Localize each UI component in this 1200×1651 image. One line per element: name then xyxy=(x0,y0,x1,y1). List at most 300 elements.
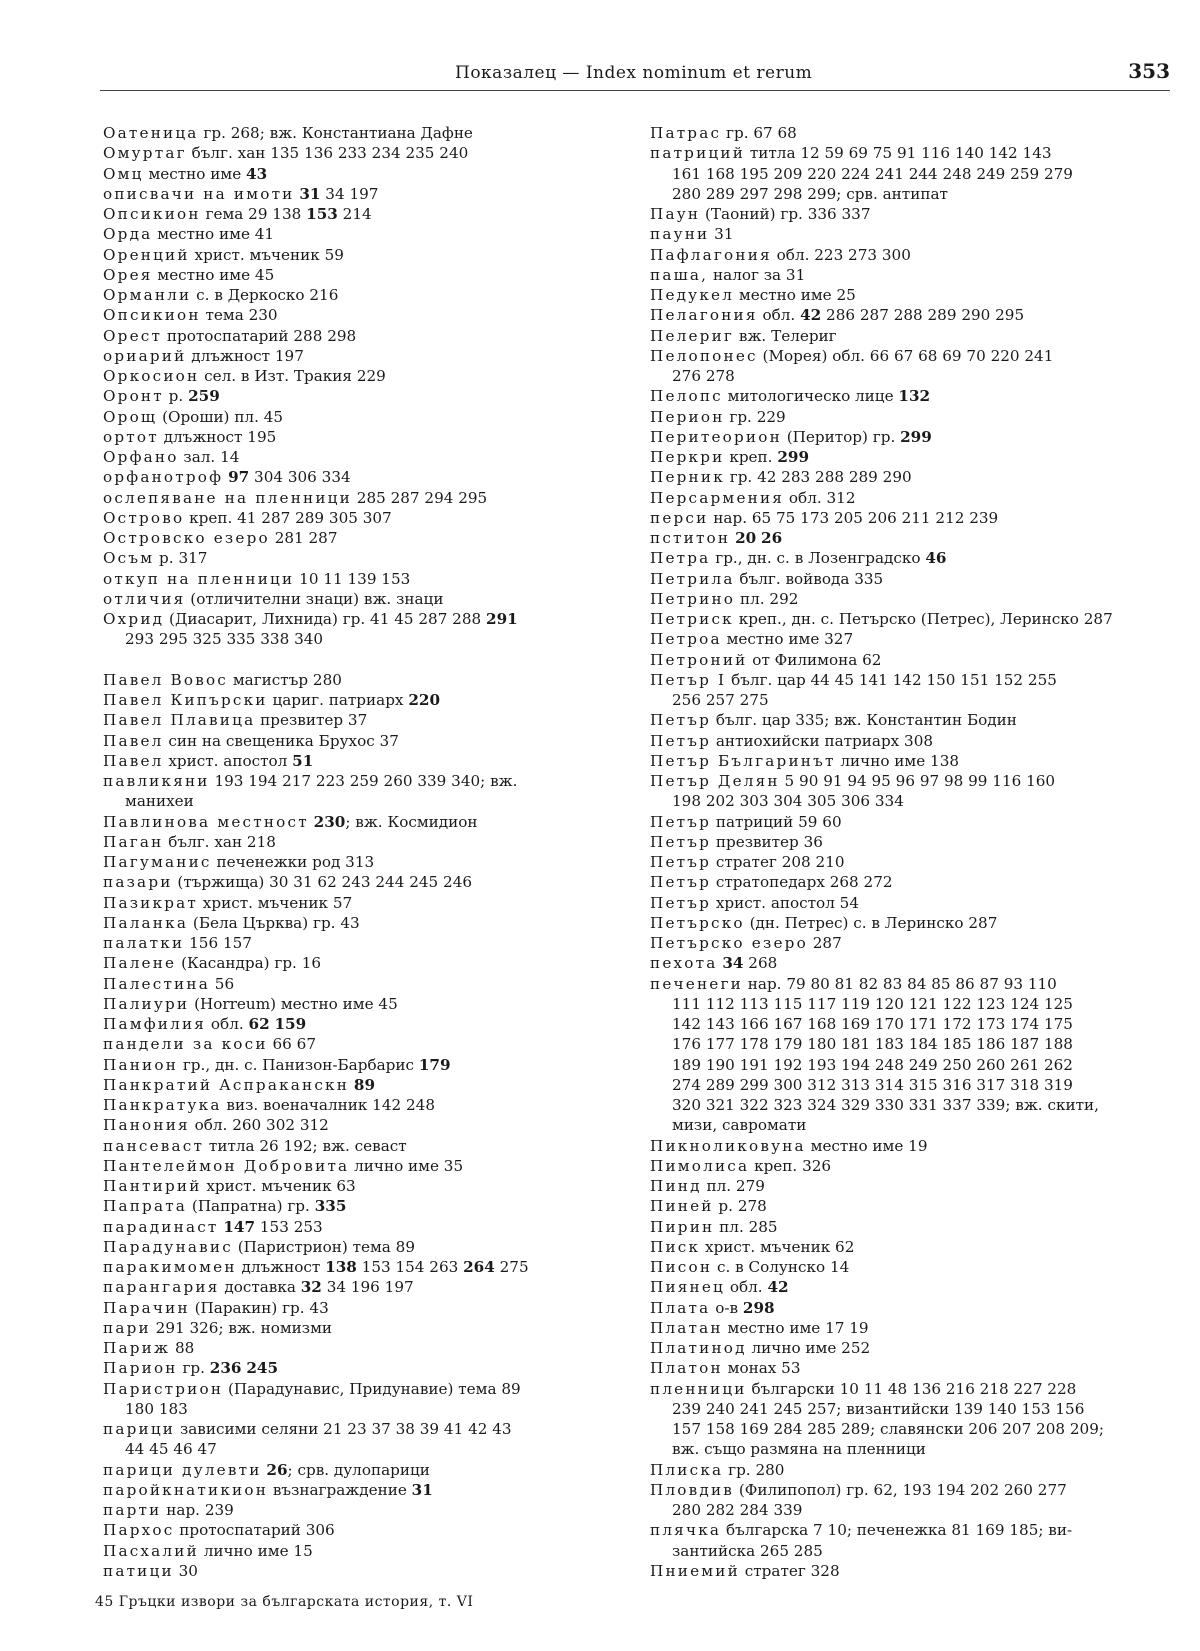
index-entry xyxy=(103,569,623,589)
entry-headword: Опсикион xyxy=(103,205,201,223)
index-entry xyxy=(103,285,623,305)
index-entry xyxy=(103,1095,623,1115)
entry-headword: Петър xyxy=(650,853,712,871)
entry-text: бълг. цар 335; вж. Константин Бодин xyxy=(711,711,1017,730)
index-entry-continuation xyxy=(650,994,1170,1014)
entry-text: 280 282 284 339 xyxy=(672,1501,803,1519)
index-entry-continuation xyxy=(650,690,1170,710)
entry-text: българска 7 10; печенежка 81 169 185; ви- xyxy=(721,1521,1073,1540)
entry-headword: патриций xyxy=(650,144,746,163)
entry-headword: пауни xyxy=(650,225,710,244)
entry-page-bold: 299 xyxy=(777,448,810,466)
entry-text: христ. мъченик 57 xyxy=(197,893,353,912)
header-rule xyxy=(100,90,1170,91)
index-entry xyxy=(103,386,623,406)
entry-text: 193 194 217 223 259 260 339 340; вж. xyxy=(209,772,518,790)
entry-headword: плячка xyxy=(650,1521,722,1540)
entry-text: гр. xyxy=(177,1359,210,1378)
entry-headword: Пасхалий xyxy=(103,1541,199,1560)
index-entry-continuation xyxy=(650,1014,1170,1034)
entry-text: 304 306 334 xyxy=(249,468,351,487)
entry-headword: Пелериг xyxy=(650,326,735,345)
entry-page-bold: 236 xyxy=(209,1359,242,1378)
entry-text: 176 177 178 179 180 181 183 184 185 186 187 188 xyxy=(672,1035,1073,1054)
index-entry xyxy=(103,1257,623,1277)
entry-text: (Паристрион) тема 89 xyxy=(232,1237,416,1256)
entry-text: гр. 42 283 288 289 290 xyxy=(724,468,912,487)
entry-text: виз. военачалник 142 248 xyxy=(221,1096,435,1114)
entry-headword: Пниемий xyxy=(650,1561,740,1580)
entry-text: митологическо лице xyxy=(722,387,899,406)
entry-headword: Пимолиса xyxy=(650,1156,750,1175)
entry-headword: Палестина xyxy=(103,974,210,993)
index-entry xyxy=(650,1298,1170,1318)
entry-text: обл. xyxy=(206,1015,249,1033)
entry-text: лично име 252 xyxy=(746,1339,871,1357)
entry-headword: Петърско езеро xyxy=(650,934,808,952)
entry-text: (Касандра) гр. 16 xyxy=(176,954,322,973)
entry-text: обл. 260 302 312 xyxy=(189,1116,329,1135)
index-entry xyxy=(103,832,623,852)
index-entry xyxy=(650,812,1170,832)
index-entry xyxy=(650,832,1170,852)
entry-text: 280 289 297 298 299; срв. антипат xyxy=(672,184,948,203)
index-entry xyxy=(103,123,623,143)
index-entry xyxy=(103,1014,623,1034)
entry-text: пл. 279 xyxy=(701,1177,765,1195)
entry-headword: Писк xyxy=(650,1237,701,1256)
entry-text: бълг. войвода 335 xyxy=(734,569,884,588)
entry-text: местно име 17 19 xyxy=(722,1318,869,1337)
entry-text: монах 53 xyxy=(722,1359,801,1378)
entry-headword: Павлинова местност xyxy=(103,812,309,831)
index-entry xyxy=(103,1358,623,1378)
index-entry xyxy=(103,1034,623,1054)
entry-text: протоспатарий 288 298 xyxy=(162,326,357,345)
index-entry xyxy=(650,305,1170,325)
entry-headword: патици xyxy=(103,1561,174,1580)
entry-text: (Таоний) гр. 336 337 xyxy=(700,205,871,223)
entry-page-bold: 335 xyxy=(314,1197,347,1216)
entry-text: (Филипопол) гр. 62, 193 194 202 260 277 xyxy=(734,1480,1067,1499)
index-entry xyxy=(650,771,1170,791)
entry-headword: парици xyxy=(103,1420,176,1438)
entry-page-bold: 34 xyxy=(722,954,744,973)
index-entry xyxy=(103,913,623,933)
entry-text: (Horreum) местно име 45 xyxy=(189,994,398,1013)
entry-page-bold: 264 xyxy=(463,1258,495,1276)
entry-headword: Пирин xyxy=(650,1217,715,1236)
entry-text: стратег 328 xyxy=(739,1561,840,1580)
entry-headword: Перкри xyxy=(650,448,725,466)
index-entry xyxy=(103,1541,623,1561)
entry-headword: Петрино xyxy=(650,589,736,608)
index-entry xyxy=(103,690,623,710)
entry-headword: Петър Делян xyxy=(650,772,780,790)
entry-headword: Островско езеро xyxy=(103,529,270,547)
entry-headword: Пазикрат xyxy=(103,893,198,912)
index-entry xyxy=(650,447,1170,467)
entry-headword: Перион xyxy=(650,407,725,426)
entry-text: длъжност 197 xyxy=(186,346,304,365)
entry-text: 157 158 169 284 285 289; славянски 206 207 208 209; xyxy=(672,1420,1104,1438)
index-entry xyxy=(650,589,1170,609)
index-entry xyxy=(103,1460,623,1480)
entry-text: зависими селяни 21 23 37 38 39 41 42 43 xyxy=(175,1420,512,1438)
entry-headword: Палиури xyxy=(103,994,190,1013)
entry-text: лично име 15 xyxy=(198,1541,313,1560)
entry-page-bold: 20 xyxy=(735,529,757,547)
entry-headword: ориарий xyxy=(103,346,187,365)
entry-headword: парадинаст xyxy=(103,1217,219,1236)
index-entry xyxy=(650,427,1170,447)
entry-text: 198 202 303 304 305 306 334 xyxy=(672,792,904,811)
index-entry xyxy=(103,893,623,913)
entry-text: 153 253 xyxy=(255,1217,323,1236)
entry-text: креп., дн. с. Петърско (Петрес), Леринско 287 xyxy=(733,610,1113,628)
entry-page-bold: 159 xyxy=(274,1015,307,1033)
index-entry xyxy=(650,285,1170,305)
index-entry xyxy=(103,812,623,832)
entry-headword: парти xyxy=(103,1501,162,1519)
index-entry-continuation xyxy=(103,1399,623,1419)
entry-text: длъжност 195 xyxy=(158,427,277,446)
index-entry xyxy=(103,204,623,224)
entry-headword: Осъм xyxy=(103,549,155,568)
entry-headword: Пагуманис xyxy=(103,853,212,871)
index-entry xyxy=(650,629,1170,649)
index-entry xyxy=(650,1318,1170,1338)
entry-text: сел. в Изт. Тракия 229 xyxy=(199,367,386,385)
entry-page-bold: 153 xyxy=(306,205,338,223)
index-entry-continuation xyxy=(650,1500,1170,1520)
index-entry xyxy=(103,1480,623,1500)
entry-text: 56 xyxy=(209,974,235,993)
entry-text: 276 278 xyxy=(672,367,735,385)
entry-headword: Парадунавис xyxy=(103,1237,233,1256)
index-entry xyxy=(650,1520,1170,1540)
entry-headword: Петър xyxy=(650,731,712,750)
entry-text: гр. 268; вж. Константиана Дафне xyxy=(198,124,473,142)
entry-text: (Морея) обл. 66 67 68 69 70 220 241 xyxy=(757,346,1054,365)
entry-page-bold: 42 xyxy=(767,1278,789,1297)
entry-page-bold: 132 xyxy=(898,387,931,406)
index-entry xyxy=(650,872,1170,892)
index-entry xyxy=(650,386,1170,406)
index-entry xyxy=(650,346,1170,366)
entry-text: обл. xyxy=(725,1278,768,1297)
index-entry xyxy=(650,1480,1170,1500)
entry-text: (Папратна) гр. xyxy=(187,1197,315,1216)
entry-headword: Парион xyxy=(103,1359,178,1378)
entry-headword: Оронт xyxy=(103,387,164,406)
index-entry-continuation xyxy=(650,366,1170,386)
entry-text: 180 183 xyxy=(125,1399,188,1418)
entry-page-bold: 291 xyxy=(486,610,518,628)
entry-text: обл. 223 273 300 xyxy=(771,245,911,264)
index-entry xyxy=(103,528,623,548)
index-entry-continuation xyxy=(650,1055,1170,1075)
index-entry xyxy=(103,548,623,568)
index-entry xyxy=(650,1196,1170,1216)
entry-headword: Пиянец xyxy=(650,1278,726,1297)
entry-text: 30 xyxy=(173,1561,198,1580)
index-entry xyxy=(103,224,623,244)
entry-text: пл. 292 xyxy=(735,589,799,608)
entry-page-bold: 32 xyxy=(300,1278,322,1297)
entry-text: патриций 59 60 xyxy=(711,812,842,831)
entry-text: възнаграждение xyxy=(268,1480,412,1499)
entry-headword: печенеги xyxy=(650,974,743,993)
entry-page-bold: 147 xyxy=(223,1217,256,1236)
index-entry xyxy=(650,933,1170,953)
entry-text: христ. мъченик 62 xyxy=(700,1237,855,1256)
entry-text: креп. xyxy=(724,448,778,466)
entry-headword: Пелопонес xyxy=(650,346,758,365)
entry-page-bold: 299 xyxy=(900,427,932,446)
entry-text: доставка xyxy=(219,1278,301,1297)
entry-headword: Паристрион xyxy=(103,1379,224,1398)
index-entry xyxy=(650,609,1170,629)
entry-headword: ортот xyxy=(103,427,159,446)
entry-headword: павликяни xyxy=(103,772,210,790)
entry-page-bold: 230 xyxy=(313,812,346,831)
index-entry xyxy=(650,1156,1170,1176)
entry-text: зал. 14 xyxy=(178,448,240,466)
entry-headword: пленници xyxy=(650,1379,747,1398)
index-entry xyxy=(103,143,623,163)
entry-page-bold: 42 xyxy=(800,306,822,325)
entry-headword: Петър xyxy=(650,873,712,892)
entry-text: гр., дн. с. Панизон-Барбарис xyxy=(178,1055,419,1074)
entry-page-bold: 179 xyxy=(418,1055,451,1074)
index-entry-continuation xyxy=(650,1115,1170,1135)
index-entry xyxy=(103,1500,623,1520)
entry-text: бълг. цар 44 45 141 142 150 151 152 255 xyxy=(726,670,1057,689)
entry-headword: Перник xyxy=(650,468,725,487)
index-entry-continuation xyxy=(650,1419,1170,1439)
entry-headword: Персармения xyxy=(650,488,785,507)
entry-text: о-в xyxy=(710,1298,743,1317)
entry-headword: Плата xyxy=(650,1298,711,1317)
entry-page-bold: 259 xyxy=(188,387,220,406)
index-entry xyxy=(103,670,623,690)
index-entry xyxy=(103,1237,623,1257)
index-entry xyxy=(103,346,623,366)
entry-text: вж. Телериг xyxy=(734,326,837,345)
entry-headword: Орфано xyxy=(103,448,179,466)
index-entry xyxy=(103,974,623,994)
entry-page-bold: 97 xyxy=(228,468,250,487)
index-entry xyxy=(650,143,1170,163)
entry-headword: перси xyxy=(650,508,709,527)
index-entry xyxy=(103,1419,623,1439)
entry-page-bold: 245 xyxy=(246,1359,279,1378)
entry-text: пл. 285 xyxy=(714,1217,778,1236)
entry-headword: Панкратий Аспраканскн xyxy=(103,1075,350,1094)
entry-text: 5 90 91 94 95 96 97 98 99 116 160 xyxy=(779,772,1056,790)
index-entry xyxy=(103,184,623,204)
entry-page-bold: 46 xyxy=(925,549,947,568)
entry-text: мизи, савромати xyxy=(672,1116,807,1135)
entry-headword: отличия xyxy=(103,589,186,608)
entry-headword: Парачин xyxy=(103,1298,190,1317)
entry-headword: Орея xyxy=(103,265,153,284)
entry-text: с. в Солунско 14 xyxy=(712,1258,850,1276)
entry-text: презвитер 37 xyxy=(255,711,368,730)
page-number: 353 xyxy=(1128,59,1170,83)
index-entry xyxy=(650,1176,1170,1196)
entry-text: презвитер 36 xyxy=(711,832,823,851)
entry-text: 153 154 263 xyxy=(356,1258,464,1276)
entry-text: (отличителни знаци) вж. знаци xyxy=(185,589,444,608)
entry-text: гр. 280 xyxy=(723,1460,785,1479)
entry-text: 161 168 195 209 220 224 241 244 248 249 259 279 xyxy=(672,164,1073,183)
index-entry xyxy=(650,893,1170,913)
entry-page-bold: 220 xyxy=(408,691,441,709)
entry-headword: Павел xyxy=(103,751,164,770)
index-entry-continuation xyxy=(650,184,1170,204)
entry-headword: Петър xyxy=(650,812,712,831)
entry-text: 31 xyxy=(709,225,734,244)
index-entry xyxy=(650,710,1170,730)
entry-text: (тържища) 30 31 62 243 244 245 246 xyxy=(172,873,473,892)
entry-headword: Оренций xyxy=(103,245,190,264)
entry-headword: Орест xyxy=(103,326,163,345)
index-entry xyxy=(103,1055,623,1075)
section-gap xyxy=(103,650,623,670)
entry-headword: Петроний xyxy=(650,650,748,669)
entry-text: местно име 25 xyxy=(734,286,856,304)
entry-headword: Петроа xyxy=(650,630,722,649)
entry-text: 285 287 294 295 xyxy=(351,488,488,507)
entry-text: нар. 239 xyxy=(161,1501,234,1519)
index-entry xyxy=(650,548,1170,568)
entry-headword: Пиней xyxy=(650,1197,714,1216)
index-entry xyxy=(103,447,623,467)
page-footer: 45 Гръцки извори за българската история, т. VI xyxy=(95,1594,474,1610)
index-entry xyxy=(103,852,623,872)
index-entry xyxy=(650,407,1170,427)
entry-text: тема 230 xyxy=(200,306,278,325)
index-entry xyxy=(103,731,623,751)
index-entry xyxy=(103,771,623,791)
entry-headword: паша, xyxy=(650,265,709,284)
entry-headword: пехота xyxy=(650,954,718,973)
index-entry xyxy=(650,1257,1170,1277)
entry-text: 275 xyxy=(494,1258,529,1276)
entry-text: христ. мъченик 59 xyxy=(189,245,344,264)
entry-headword: паройкнатикион xyxy=(103,1480,269,1499)
index-entry xyxy=(103,1217,623,1237)
entry-headword: паракимомен xyxy=(103,1258,237,1276)
entry-text: бълг. хан 135 136 233 234 235 240 xyxy=(186,144,469,163)
index-entry xyxy=(103,245,623,265)
entry-text: 256 257 275 xyxy=(672,691,769,709)
entry-text: български 10 11 48 136 216 218 227 228 xyxy=(746,1379,1077,1398)
entry-headword: Оркосион xyxy=(103,367,200,385)
entry-text: (Паракин) гр. 43 xyxy=(189,1298,329,1317)
index-entry xyxy=(103,427,623,447)
index-entry-continuation xyxy=(650,1541,1170,1561)
index-entry xyxy=(103,1176,623,1196)
entry-text: 66 67 xyxy=(267,1035,316,1054)
entry-text: 34 196 197 xyxy=(321,1278,414,1297)
entry-page-bold: 31 xyxy=(299,184,321,203)
index-entry xyxy=(650,1338,1170,1358)
index-entry xyxy=(650,204,1170,224)
index-entry xyxy=(650,913,1170,933)
index-entry xyxy=(650,265,1170,285)
entry-headword: пазари xyxy=(103,873,173,892)
running-header xyxy=(100,55,1170,91)
index-entry xyxy=(650,508,1170,528)
index-entry xyxy=(103,1156,623,1176)
entry-text: 88 xyxy=(170,1339,195,1357)
index-entry xyxy=(650,1237,1170,1257)
index-entry xyxy=(650,731,1170,751)
index-entry xyxy=(650,569,1170,589)
entry-text: гр. 229 xyxy=(724,407,786,426)
index-entry xyxy=(103,751,623,771)
entry-text: с. в Деркоско 216 xyxy=(191,286,339,304)
entry-text: нар. 65 75 173 205 206 211 212 239 xyxy=(708,508,999,527)
entry-headword: Опсикион xyxy=(103,306,201,325)
entry-text: антиохийски патриарх 308 xyxy=(711,731,934,750)
entry-page-bold: 51 xyxy=(292,751,314,770)
index-entry xyxy=(650,1460,1170,1480)
index-column-right xyxy=(650,123,1170,1581)
index-entry xyxy=(650,953,1170,973)
entry-headword: Педукел xyxy=(650,286,735,304)
index-entry xyxy=(103,609,623,629)
index-entry xyxy=(103,366,623,386)
index-entry xyxy=(650,650,1170,670)
entry-page-bold: 89 xyxy=(353,1075,376,1094)
entry-text: местно име xyxy=(143,164,247,183)
entry-headword: Пафлагония xyxy=(650,245,772,264)
entry-headword: Павел Вовос xyxy=(103,670,229,689)
entry-headword: Пантирий xyxy=(103,1177,202,1195)
entry-text: гр., дн. с. в Лозенградско xyxy=(710,549,926,568)
entry-text: магистър 280 xyxy=(228,670,342,689)
entry-headword: Охрид xyxy=(103,610,165,628)
entry-text: 10 11 139 153 xyxy=(294,569,411,588)
index-entry xyxy=(103,1277,623,1297)
entry-text: обл. xyxy=(757,306,801,325)
entry-headword: Пловдив xyxy=(650,1480,735,1499)
entry-headword: Петър Българинът xyxy=(650,751,836,770)
entry-text: манихеи xyxy=(125,792,194,811)
entry-text: ; срв. дулопарици xyxy=(287,1460,430,1479)
index-entry-continuation xyxy=(650,1075,1170,1095)
entry-headword: Омц xyxy=(103,164,144,183)
entry-text: местно име 327 xyxy=(721,630,854,649)
index-entry xyxy=(650,751,1170,771)
entry-headword: Паун xyxy=(650,205,701,223)
entry-text: стратег 208 210 xyxy=(711,853,845,871)
index-entry xyxy=(103,326,623,346)
entry-headword: ослепяване на пленници xyxy=(103,488,352,507)
header-title: Показалец — Index nominum et rerum xyxy=(455,63,813,83)
index-entry xyxy=(650,245,1170,265)
entry-headword: Панония xyxy=(103,1116,190,1135)
entry-text: местно име 45 xyxy=(152,265,275,284)
entry-text: 274 289 299 300 312 313 314 315 316 317 318 319 xyxy=(672,1075,1073,1094)
entry-text: (дн. Петрес) с. в Леринско 287 xyxy=(744,913,998,932)
entry-headword: пандели за коси xyxy=(103,1035,268,1054)
entry-text: длъжност xyxy=(236,1258,326,1276)
